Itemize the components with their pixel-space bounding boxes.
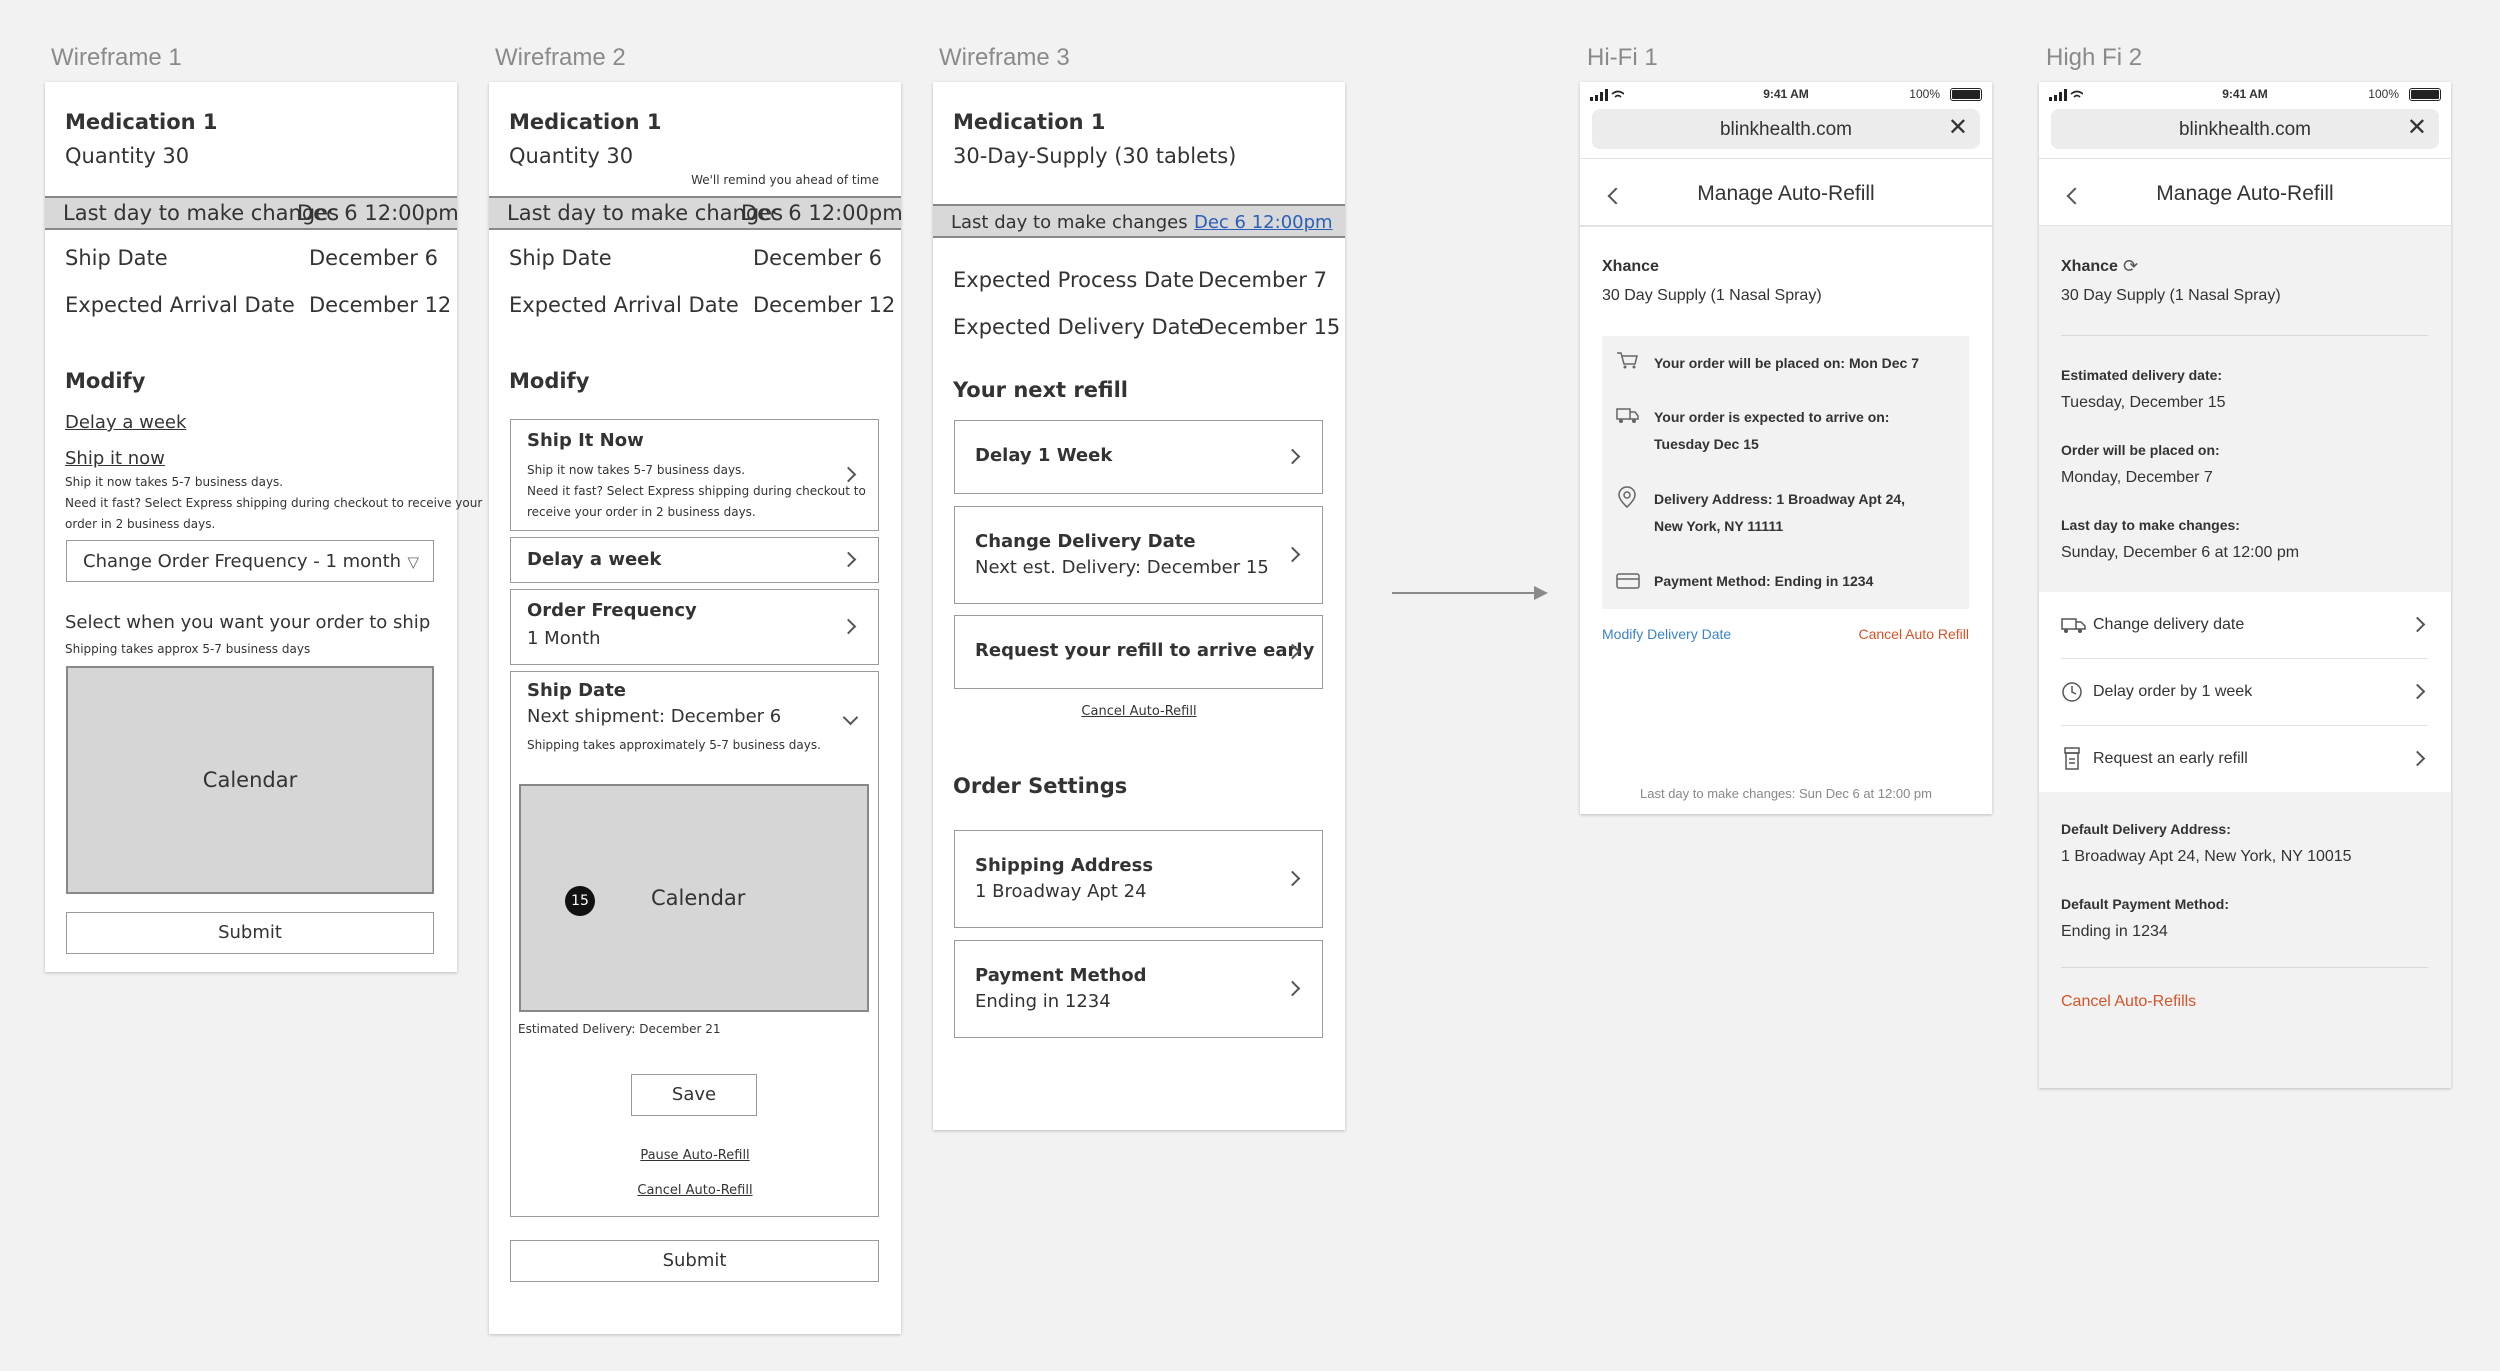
arrival-date-label: Expected Arrival Date <box>65 293 295 317</box>
shipping-time-note: Shipping takes approximately 5-7 business days. <box>527 738 821 752</box>
payment-text: Payment Method: Ending in 1234 <box>1654 573 1874 589</box>
process-date-value: December 7 <box>1198 268 1327 292</box>
ship-it-now-note-1: Ship it now takes 5-7 business days. <box>527 463 746 477</box>
ship-note-line-1: Ship it now takes 5-7 business days. <box>65 475 284 489</box>
close-icon[interactable]: ✕ <box>2406 114 2427 141</box>
process-date-label: Expected Process Date <box>953 268 1195 292</box>
chevron-right-icon <box>2410 751 2426 767</box>
submit-button[interactable] <box>66 912 434 954</box>
delay-week-link[interactable]: Delay a week <box>65 412 187 433</box>
payment-method-title: Payment Method <box>975 965 1147 986</box>
change-delivery-label: Change delivery date <box>2093 616 2245 633</box>
supply-text: 30-Day-Supply (30 tablets) <box>953 144 1237 168</box>
battery-icon <box>2409 88 2441 101</box>
reminder-note: We'll remind you ahead of time <box>691 173 879 187</box>
pause-auto-refill-link[interactable]: Pause Auto-Refill <box>640 1148 750 1163</box>
request-early-option[interactable] <box>954 615 1323 689</box>
ship-it-now-title: Ship It Now <box>527 430 644 451</box>
submit-label: Submit <box>218 922 282 943</box>
payment-method-value: Ending in 1234 <box>975 991 1111 1012</box>
address-line-2: New York, NY 11111 <box>1654 518 1784 534</box>
default-payment-label: Default Payment Method: <box>2061 896 2230 912</box>
chevron-right-icon <box>841 619 857 635</box>
order-settings-heading: Order Settings <box>953 774 1128 798</box>
battery-percent: 100% <box>1909 87 1940 101</box>
url-bar[interactable] <box>1592 109 1980 149</box>
ship-it-now-note-2: Need it fast? Select Express shipping during checkout to <box>527 484 866 498</box>
wireframe-1 <box>45 82 483 972</box>
modify-heading: Modify <box>509 369 590 393</box>
delivery-date-label: Expected Delivery Date <box>953 315 1202 339</box>
chevron-right-icon <box>1285 981 1301 997</box>
last-day-value: Sunday, December 6 at 12:00 pm <box>2061 544 2300 561</box>
battery-percent: 100% <box>2368 87 2399 101</box>
ship-note-line-3: order in 2 business days. <box>65 517 216 531</box>
request-early-label: Request your refill to arrive early <box>975 640 1315 661</box>
arrival-date-value: December 12 <box>753 293 896 317</box>
cancel-auto-refill-link[interactable]: Cancel Auto-Refill <box>1081 704 1197 719</box>
frame-label-wireframe-1: Wireframe 1 <box>51 44 182 71</box>
default-address-value: 1 Broadway Apt 24, New York, NY 10015 <box>2061 848 2352 865</box>
deadline-band <box>45 196 457 230</box>
cancel-auto-refill-link[interactable]: Cancel Auto-Refill <box>637 1183 753 1198</box>
delay-order-row[interactable] <box>2039 659 2451 725</box>
change-delivery-title: Change Delivery Date <box>975 531 1196 552</box>
change-delivery-sub: Next est. Delivery: December 15 <box>975 557 1269 578</box>
arrival-date-value: December 12 <box>309 293 452 317</box>
truck-icon <box>1616 406 1640 429</box>
calendar-label: Calendar <box>651 886 746 910</box>
status-time: 9:41 AM <box>2222 87 2268 101</box>
chevron-right-icon <box>2410 617 2426 633</box>
deadline-value: Dec 6 12:00pm <box>1194 212 1333 233</box>
refresh-icon: ⟳ <box>2123 256 2139 276</box>
pill-bottle-icon <box>2063 747 2081 776</box>
submit-button[interactable] <box>510 1240 879 1282</box>
change-delivery-date-option[interactable] <box>954 506 1323 604</box>
ship-date-label: Ship Date <box>509 246 612 270</box>
arrival-date-label: Expected Arrival Date <box>509 293 739 317</box>
default-address-label: Default Delivery Address: <box>2061 821 2231 837</box>
location-pin-icon <box>1618 486 1636 513</box>
order-frequency-title: Order Frequency <box>527 600 697 621</box>
frame-label-hifi-1: Hi-Fi 1 <box>1587 44 1658 71</box>
header-title: Manage Auto-Refill <box>1697 182 1875 205</box>
status-time: 9:41 AM <box>1763 87 1809 101</box>
save-button[interactable] <box>631 1074 757 1116</box>
chevron-right-icon <box>1285 871 1301 887</box>
close-icon[interactable]: ✕ <box>1947 114 1968 141</box>
default-payment-value: Ending in 1234 <box>2061 923 2168 940</box>
hifi-2-phone <box>2039 82 2451 1088</box>
order-frequency-option[interactable] <box>510 589 879 665</box>
ship-note-line-2: Need it fast? Select Express shipping during checkout to receive your <box>65 496 483 510</box>
deadline-label: Last day to make changes <box>63 201 340 225</box>
ship-it-now-note-3: receive your order in 2 business days. <box>527 505 756 519</box>
shipping-address-title: Shipping Address <box>975 855 1154 876</box>
credit-card-icon <box>1616 572 1640 595</box>
arrival-line-1: Your order is expected to arrive on: <box>1654 409 1890 425</box>
quantity-text: Quantity 30 <box>509 144 634 168</box>
order-placed-value: Monday, December 7 <box>2061 469 2213 486</box>
chevron-right-icon <box>841 552 857 568</box>
frame-label-hifi-2: High Fi 2 <box>2046 44 2143 71</box>
chevron-down-icon[interactable] <box>843 710 859 726</box>
order-frequency-value: Change Order Frequency - 1 month <box>83 551 402 572</box>
est-delivery-value: Tuesday, December 15 <box>2061 394 2226 411</box>
ship-date-panel <box>510 671 879 1217</box>
arrival-line-2: Tuesday Dec 15 <box>1654 436 1759 452</box>
url-text: blinkhealth.com <box>2178 119 2312 140</box>
ship-date-value: December 6 <box>309 246 438 270</box>
order-placed-text: Your order will be placed on: Mon Dec 7 <box>1654 355 1920 371</box>
select-ship-label: Select when you want your order to ship <box>65 612 431 633</box>
ship-date-title: Ship Date <box>527 680 626 701</box>
deadline-value: Dec 6 12:00pm <box>297 201 459 225</box>
wireframe-2 <box>489 82 901 1334</box>
save-label: Save <box>671 1084 717 1105</box>
address-line-1: Delivery Address: 1 Broadway Apt 24, <box>1654 491 1906 507</box>
submit-label: Submit <box>662 1250 727 1271</box>
order-placed-label: Order will be placed on: <box>2061 442 2220 458</box>
medication-title: Medication 1 <box>953 110 1106 134</box>
last-day-label: Last day to make changes: <box>2061 517 2240 533</box>
delivery-date-value: December 15 <box>1198 315 1341 339</box>
url-text: blinkhealth.com <box>1719 119 1853 140</box>
early-refill-label: Request an early refill <box>2093 750 2248 767</box>
flow-arrow-icon <box>1390 583 1550 603</box>
chevron-right-icon <box>2410 684 2426 700</box>
calendar-placeholder[interactable] <box>519 784 869 1012</box>
delay-week-label: Delay a week <box>527 549 662 570</box>
drug-name: Xhance <box>1602 258 1659 275</box>
cart-icon <box>1616 351 1638 374</box>
truck-icon <box>2061 616 2087 639</box>
ship-date-value: December 6 <box>753 246 882 270</box>
delay-order-label: Delay order by 1 week <box>2093 683 2253 700</box>
cancel-auto-refill-link[interactable]: Cancel Auto Refill <box>1858 626 1969 642</box>
change-delivery-date-row[interactable] <box>2039 592 2451 658</box>
deadline-label: Last day to make changes <box>951 212 1188 233</box>
frame-label-wireframe-2: Wireframe 2 <box>495 44 626 71</box>
clock-icon <box>2061 681 2083 708</box>
battery-icon <box>1950 88 1982 101</box>
next-shipment: Next shipment: December 6 <box>527 706 782 727</box>
shipping-address-option[interactable] <box>954 830 1323 928</box>
frame-label-wireframe-3: Wireframe 3 <box>939 44 1070 71</box>
next-refill-heading: Your next refill <box>953 378 1128 402</box>
header-title: Manage Auto-Refill <box>2156 182 2334 205</box>
deadline-label: Last day to make changes <box>507 201 784 225</box>
order-frequency-select[interactable] <box>66 540 434 582</box>
url-bar[interactable] <box>2051 109 2439 149</box>
estimated-delivery-note: Estimated Delivery: December 21 <box>518 1022 721 1036</box>
modify-delivery-date-link[interactable]: Modify Delivery Date <box>1602 626 1732 642</box>
deadline-band <box>933 204 1345 238</box>
supply-text: 30 Day Supply (1 Nasal Spray) <box>2061 287 2281 304</box>
deadline-band <box>489 196 901 230</box>
action-list <box>2039 592 2451 792</box>
cancel-auto-refills-link[interactable]: Cancel Auto-Refills <box>2061 993 2197 1010</box>
early-refill-row[interactable] <box>2039 726 2451 792</box>
calendar-placeholder[interactable] <box>66 666 434 894</box>
quantity-text: Quantity 30 <box>65 144 190 168</box>
drug-name: Xhance <box>2061 258 2118 275</box>
est-delivery-label: Estimated delivery date: <box>2061 367 2223 383</box>
delay-week-option[interactable] <box>954 420 1323 494</box>
order-frequency-value: 1 Month <box>527 628 601 649</box>
selected-day-badge[interactable]: 15 <box>565 886 595 916</box>
supply-text: 30 Day Supply (1 Nasal Spray) <box>1602 287 1822 304</box>
calendar-label: Calendar <box>202 768 298 792</box>
ship-now-link[interactable]: Ship it now <box>65 448 165 469</box>
footer-deadline: Last day to make changes: Sun Dec 6 at 12:00 pm <box>1640 786 1932 801</box>
ship-it-now-option[interactable] <box>510 419 879 531</box>
deadline-value: Dec 6 12:00pm <box>741 201 903 225</box>
dropdown-arrow-icon: ▽ <box>407 553 419 571</box>
hifi-1-phone <box>1580 82 1992 814</box>
modify-heading: Modify <box>65 369 146 393</box>
delay-week-option[interactable] <box>510 537 879 583</box>
delay-week-label: Delay 1 Week <box>975 445 1113 466</box>
medication-title: Medication 1 <box>65 110 218 134</box>
shipping-address-value: 1 Broadway Apt 24 <box>975 881 1147 902</box>
chevron-right-icon <box>1285 449 1301 465</box>
medication-title: Medication 1 <box>509 110 662 134</box>
chevron-right-icon <box>1285 547 1301 563</box>
chevron-right-icon <box>841 467 857 483</box>
order-summary-card <box>1602 336 1969 609</box>
select-ship-note: Shipping takes approx 5-7 business days <box>65 642 311 656</box>
ship-date-label: Ship Date <box>65 246 168 270</box>
wireframe-3 <box>933 82 1345 1130</box>
payment-method-option[interactable] <box>954 940 1323 1038</box>
